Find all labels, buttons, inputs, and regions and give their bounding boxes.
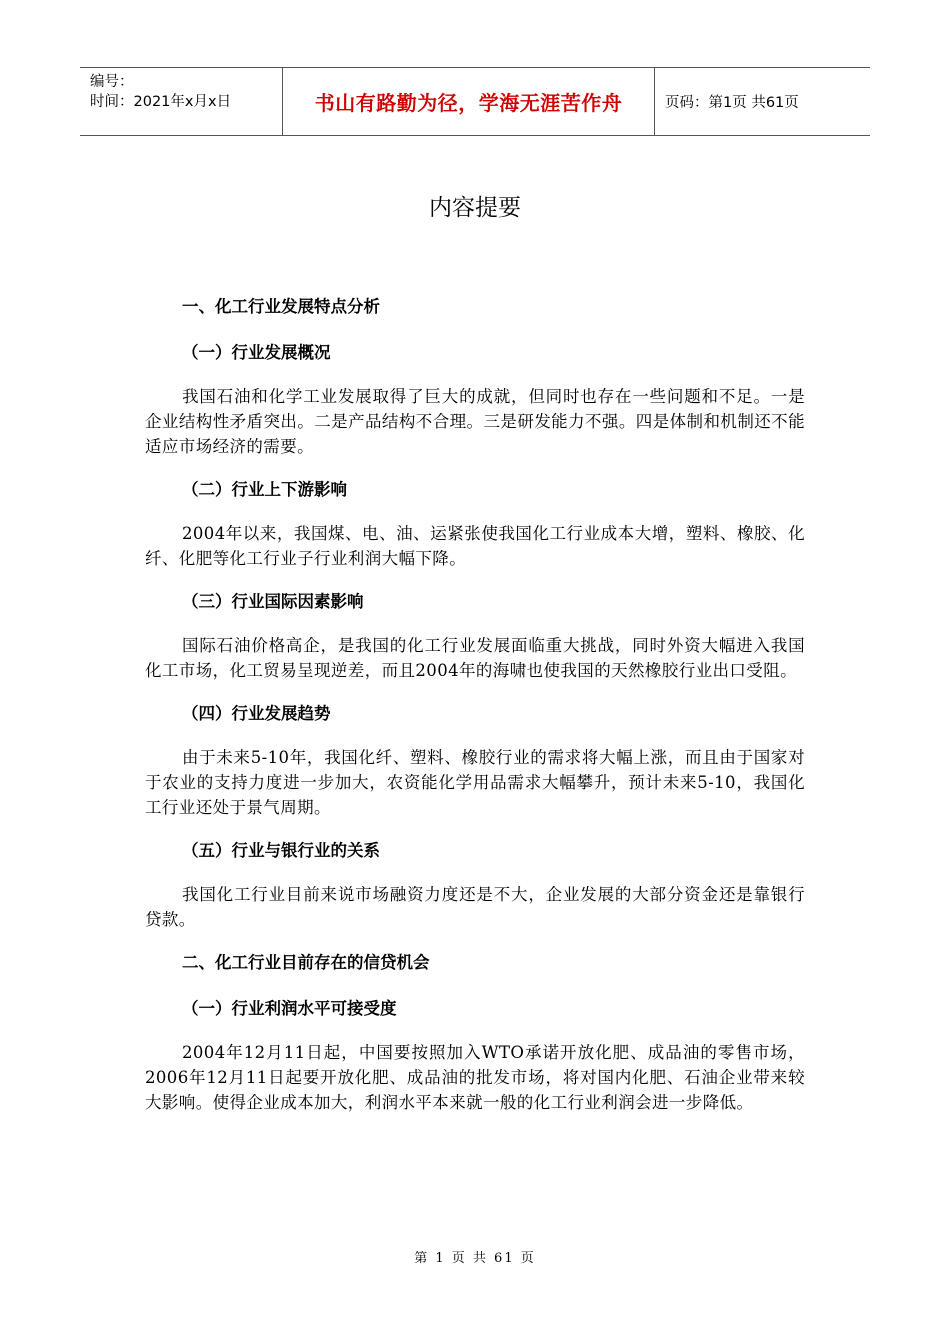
body-paragraph: 2004年以来，我国煤、电、油、运紧张使我国化工行业成本大增，塑料、橡胶、化纤、化肥等化工行业子行业利润大幅下降。 [145,524,805,568]
body-paragraph: 国际石油价格高企，是我国的化工行业发展面临重大挑战，同时外资大幅进入我国化工市场，化工贸易呈现逆差，而且2004年的海啸也使我国的天然橡胶行业出口受阻。 [145,636,805,680]
page-code-label: 页码：第1页 共61页 [665,95,799,111]
page-footer: 第 1 页 共 61 页 [414,1251,536,1266]
motto-text: 书山有路勤为径，学海无涯苦作舟 [314,91,623,115]
document-number-label: 编号： [90,74,134,90]
body-paragraph: 2004年12月11日起，中国要按照加入WTO承诺开放化肥、成品油的零售市场，2006年12月11日起要开放化肥、成品油的批发市场，将对国内化肥、石油企业带来较大影响。使得企业成本加大，利润水平本来就一般的化工行业利润会进一步降低。 [145,1043,805,1112]
section-heading: 一、化工行业发展特点分析 [182,297,380,316]
body-paragraph: 我国石油和化学工业发展取得了巨大的成就，但同时也存在一些问题和不足。一是企业结构性矛盾突出。二是产品结构不合理。三是研发能力不强。四是体制和机制还不能适应市场经济的需要。 [145,387,805,456]
subsection-heading: （二）行业上下游影响 [182,480,347,499]
header-motto-cell [283,68,655,135]
subsection-heading: （一）行业利润水平可接受度 [182,999,397,1018]
subsection-heading: （四）行业发展趋势 [182,704,331,723]
document-title: 内容提要 [429,195,521,221]
document-body [145,292,805,1131]
subsection-heading: （三）行业国际因素影响 [182,592,364,611]
header-page-cell [655,68,870,135]
document-time-label: 时间：2021年x月x日 [90,94,232,110]
body-paragraph: 由于未来5-10年，我国化纤、塑料、橡胶行业的需求将大幅上涨，而且由于国家对于农业的支持力度进一步加大，农资能化学用品需求大幅攀升，预计未来5-10，我国化工行业还处于景气周期。 [145,748,805,817]
section-heading: 二、化工行业目前存在的信贷机会 [182,953,430,972]
subsection-heading: （五）行业与银行业的关系 [182,841,380,860]
header-meta-cell [80,68,283,135]
body-paragraph: 我国化工行业目前来说市场融资力度还是不大，企业发展的大部分资金还是靠银行贷款。 [145,885,805,929]
subsection-heading: （一）行业发展概况 [182,343,331,362]
header-table [80,67,870,136]
